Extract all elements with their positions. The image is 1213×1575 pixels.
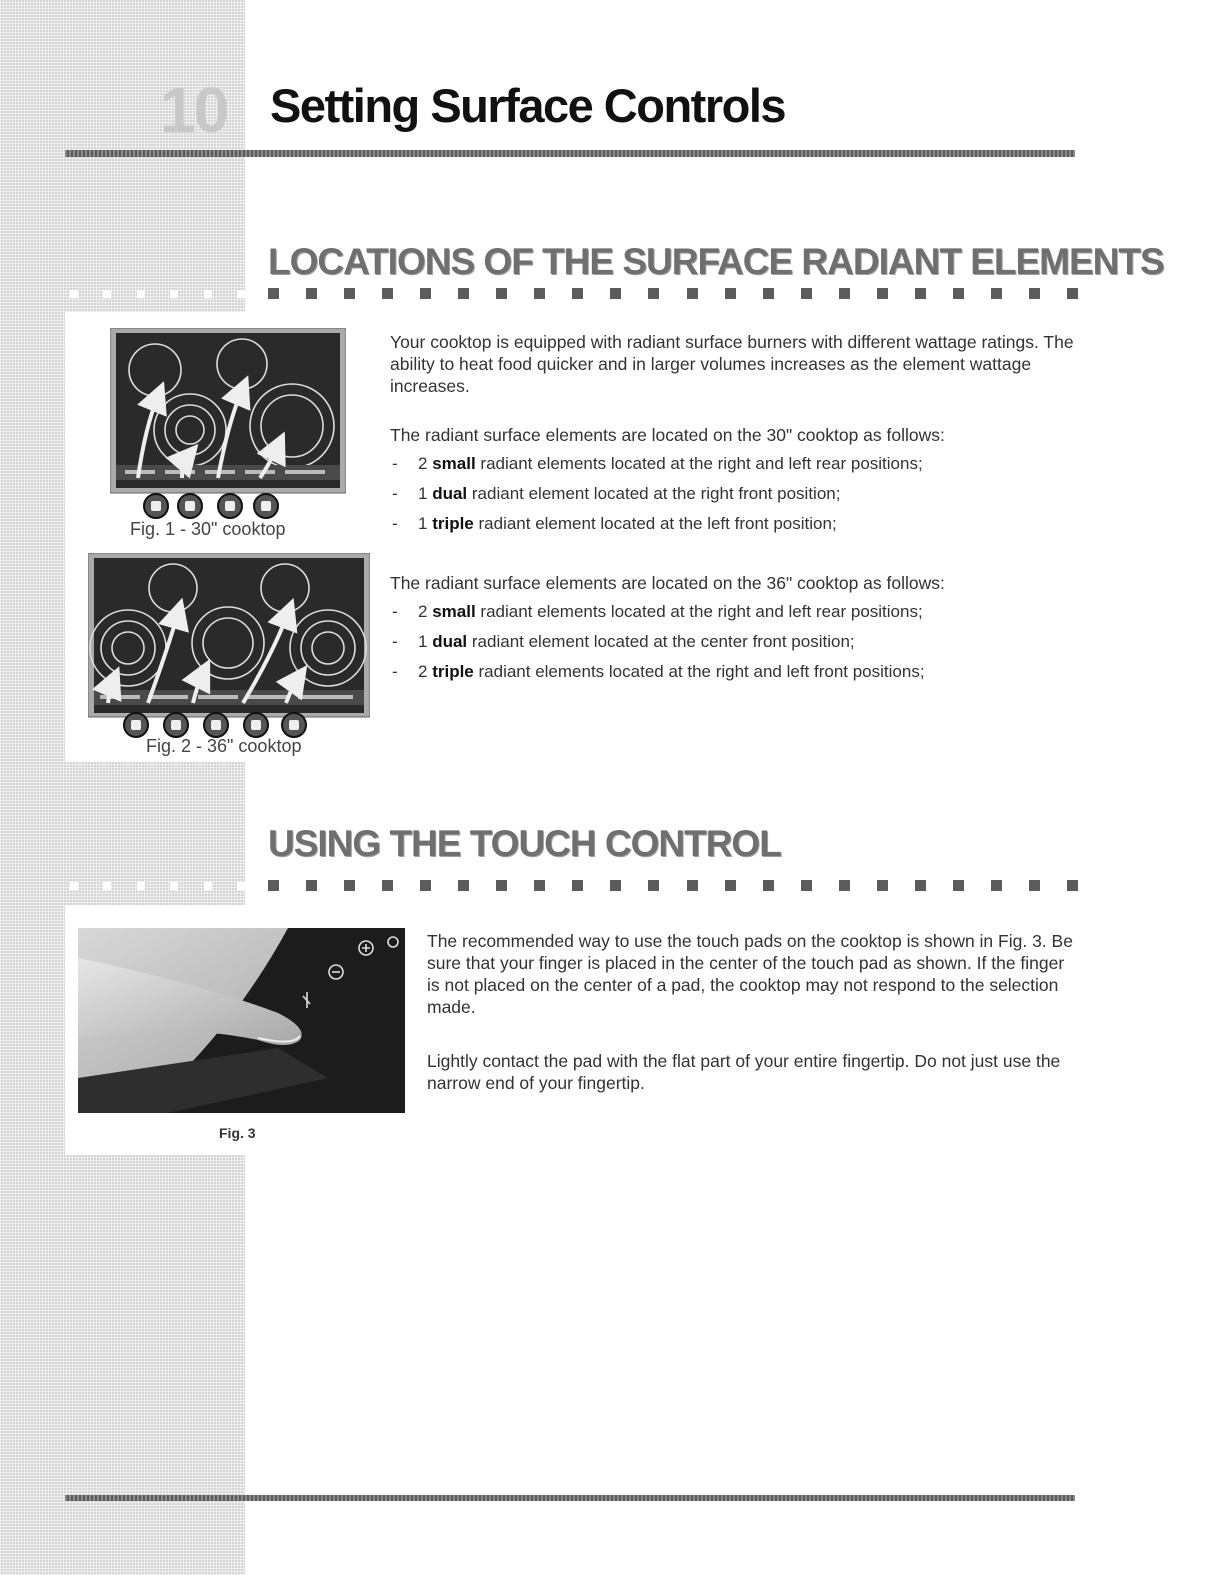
section-heading-touch-control: USING THE TOUCH CONTROL: [268, 823, 781, 864]
page-number: 10: [160, 74, 228, 146]
cooktop-30-illustration: [110, 328, 346, 522]
list-item: - 1 dual radiant element located at the right front position;: [392, 484, 841, 503]
section-divider-dots: [268, 880, 1078, 892]
cooktop30-lead: The radiant surface elements are located on the 30" cooktop as follows:: [390, 425, 945, 445]
touch-paragraph-1: The recommended way to use the touch pads on the cooktop is shown in Fig. 3. Be sure that your finger is placed in the center of the touch pad as shown. If the finger is not placed on the center of a pad, the cooktop may not respond to the selection made.: [427, 931, 1073, 1017]
list-item: - 2 small radiant elements located at the right and left rear positions;: [392, 454, 923, 473]
bottom-rule: [65, 1495, 1075, 1501]
touch-paragraph-2: Lightly contact the pad with the flat part of your entire fingertip. Do not just use the narrow end of your fingertip.: [427, 1051, 1061, 1093]
decorative-side-band: [0, 0, 245, 1575]
title-rule: [65, 150, 1075, 157]
list-item: - 1 triple radiant element located at the left front position;: [392, 514, 837, 533]
intro-paragraph: Your cooktop is equipped with radiant surface burners with different wattage ratings. The ability to heat food quicker and in larger volumes increases as the element wattage increases.: [390, 332, 1074, 396]
fig1-caption: Fig. 1 - 30" cooktop: [130, 519, 286, 539]
page-title: Setting Surface Controls: [270, 79, 786, 132]
section-divider-dots: [268, 288, 1078, 300]
cooktop-36-illustration: [88, 553, 370, 741]
list-item: - 2 small radiant elements located at the right and left rear positions;: [392, 602, 923, 621]
left-divider-dots: [70, 290, 245, 298]
touch-control-photo: [78, 928, 405, 1113]
list-item: - 2 triple radiant elements located at the right and left front positions;: [392, 662, 925, 681]
left-divider-dots: [70, 882, 245, 890]
section-heading-locations: LOCATIONS OF THE SURFACE RADIANT ELEMENTS: [268, 241, 1164, 282]
fig2-caption: Fig. 2 - 36" cooktop: [146, 736, 302, 756]
cooktop36-lead: The radiant surface elements are located on the 36" cooktop as follows:: [390, 573, 945, 593]
list-item: - 1 dual radiant element located at the center front position;: [392, 632, 855, 651]
fig3-caption: Fig. 3: [219, 1125, 256, 1141]
